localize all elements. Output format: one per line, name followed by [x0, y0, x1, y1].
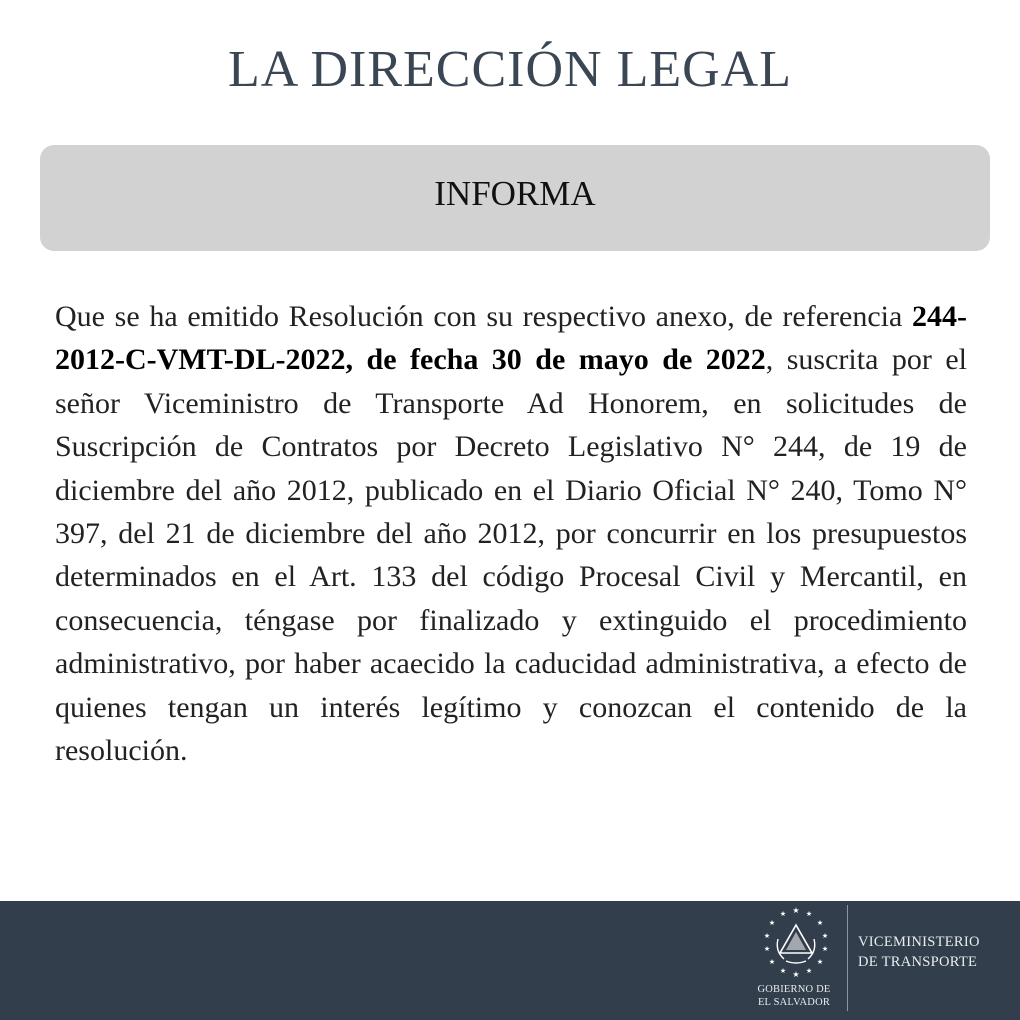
coat-of-arms-icon — [758, 905, 834, 981]
svg-text:★: ★ — [763, 932, 771, 940]
svg-text:★: ★ — [779, 910, 787, 918]
page-title: LA DIRECCIÓN LEGAL — [228, 41, 792, 98]
svg-text:★: ★ — [763, 945, 771, 953]
svg-text:★: ★ — [816, 919, 824, 927]
notice-intro: Que se ha emitido Resolución con su respectivo anexo, de referencia — [55, 300, 912, 333]
svg-text:★: ★ — [792, 970, 800, 979]
svg-text:★: ★ — [805, 967, 813, 975]
svg-text:★: ★ — [821, 945, 829, 953]
banner-label: INFORMA — [434, 174, 596, 213]
svg-text:★: ★ — [821, 932, 829, 940]
informa-banner — [40, 145, 990, 251]
notice-reference: 244-2012-C-VMT-DL-2022, de fecha 30 de mayo de 2022 — [55, 300, 967, 377]
notice-body-text: , suscrita por el señor Viceministro de Transporte Ad Honorem, en solicitudes de Suscripción de Contratos por Decreto Legislativo N° 244, de 19 de diciembre del año 2012, publicado en el Diario Oficial N° 240, Tomo N° 397, del 21 de diciembre del año 2012, por concurrir en los presupuestos determinados en el Art. 133 del código Procesal Civil y Mercantil, en consecuencia, téngase por finalizado y extinguido el procedimiento administrativo, por haber acaecido la caducidad administrativa, a efecto de quienes tengan un interés legítimo y conozcan el contenido de la resolución. — [55, 343, 967, 768]
government-line-1: GOBIERNO DE — [757, 984, 831, 995]
svg-text:★: ★ — [805, 910, 813, 918]
svg-text:★: ★ — [768, 958, 776, 966]
ministry-line-2: DE TRANSPORTE — [858, 954, 978, 970]
svg-text:★: ★ — [816, 958, 824, 966]
government-label — [738, 983, 850, 1009]
svg-text:★: ★ — [792, 906, 800, 915]
svg-text:★: ★ — [768, 919, 776, 927]
footer-divider — [847, 905, 848, 1011]
ministry-label — [858, 932, 1008, 972]
notice-body — [55, 295, 967, 772]
government-line-2: EL SALVADOR — [757, 997, 831, 1008]
svg-text:★: ★ — [779, 967, 787, 975]
ministry-line-1: VICEMINISTERIO — [858, 934, 980, 950]
